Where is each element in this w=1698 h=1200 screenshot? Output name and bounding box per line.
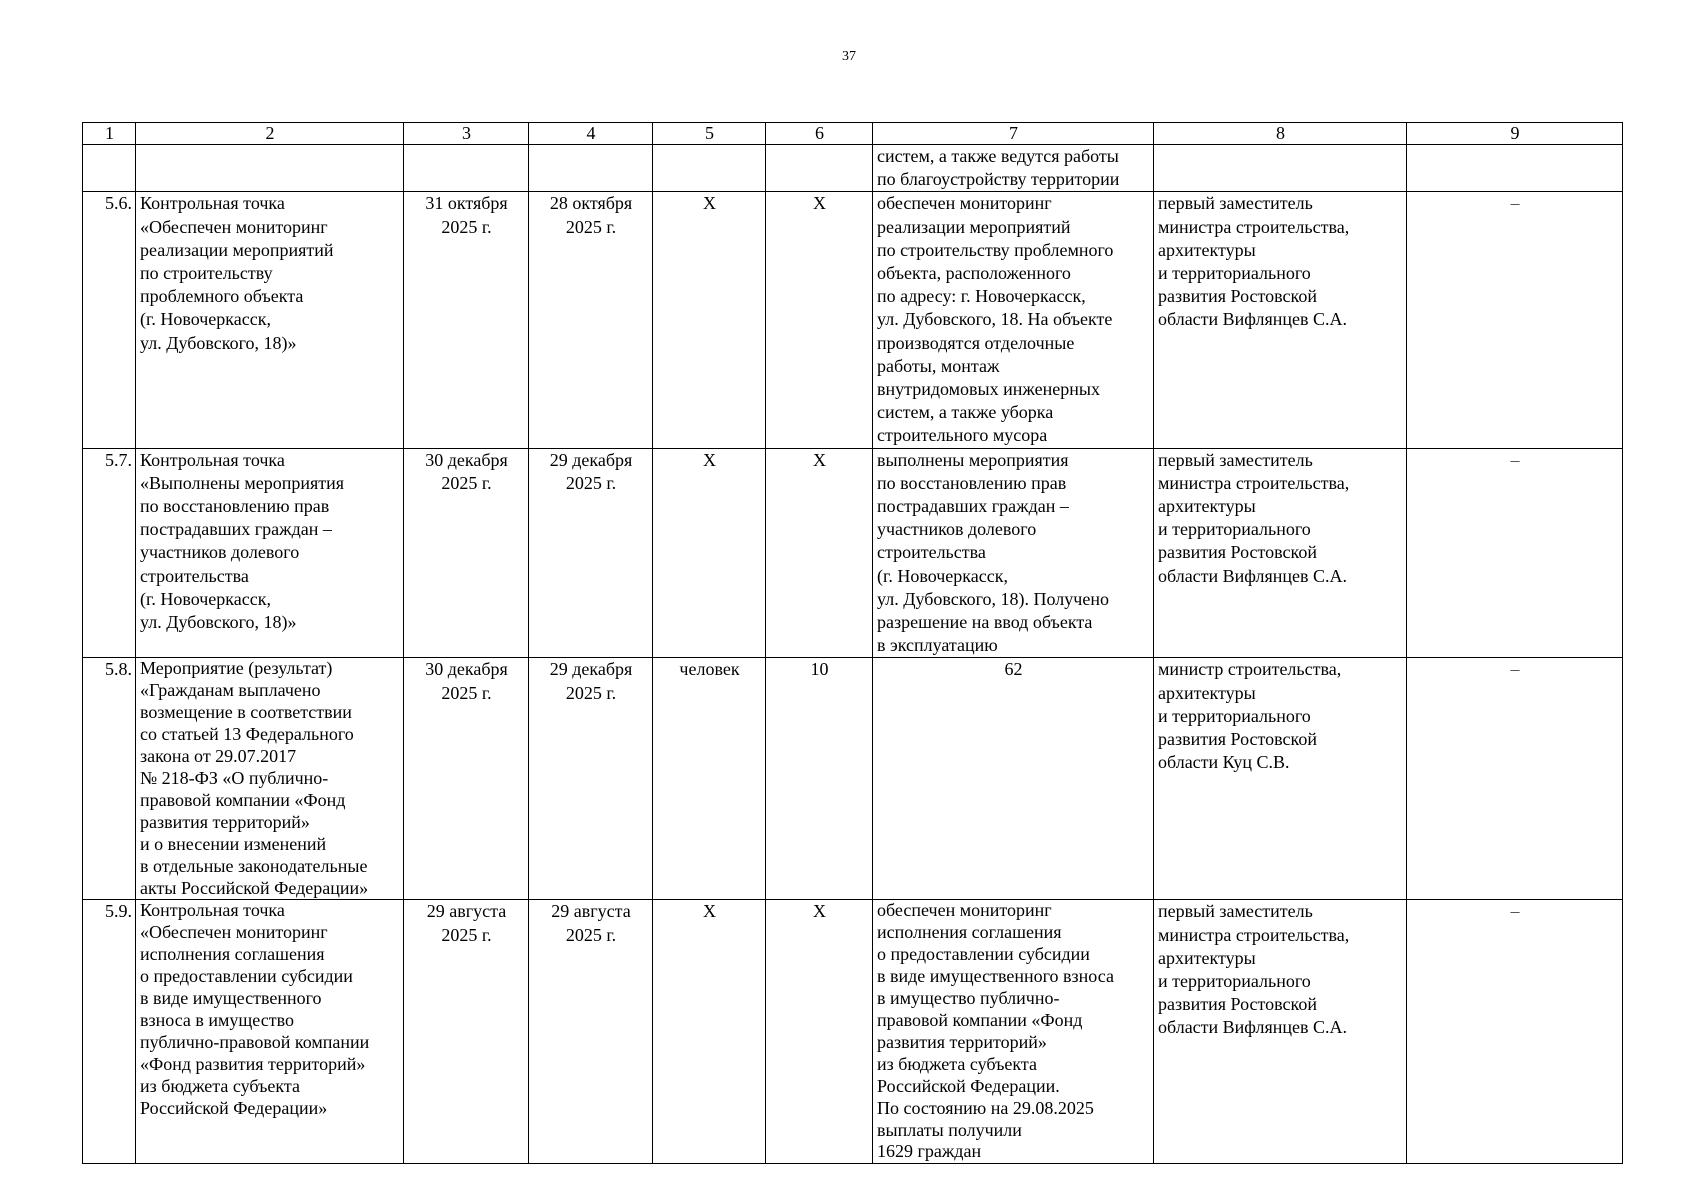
unit: X xyxy=(653,448,766,658)
planned-value: X xyxy=(766,192,873,448)
note: – xyxy=(1407,658,1623,900)
planned-date xyxy=(404,145,529,192)
planned-date: 31 октября 2025 г. xyxy=(404,192,529,448)
status-text: 62 xyxy=(873,658,1154,900)
unit: человек xyxy=(653,658,766,900)
planned-value: 10 xyxy=(766,658,873,900)
unit: X xyxy=(653,192,766,448)
note: – xyxy=(1407,448,1623,658)
row-number: 5.8. xyxy=(83,658,136,900)
actual-date: 29 декабря 2025 г. xyxy=(529,448,653,658)
unit: X xyxy=(653,900,766,1164)
planned-date: 29 августа 2025 г. xyxy=(404,900,529,1164)
unit xyxy=(653,145,766,192)
note xyxy=(1407,145,1623,192)
header-cell: 2 xyxy=(136,123,404,145)
header-cell: 4 xyxy=(529,123,653,145)
actual-date: 28 октября 2025 г. xyxy=(529,192,653,448)
responsible: первый заместитель министра строительства, архитектуры и территориального развития Ростовской области Вифлянцев С.А. xyxy=(1154,900,1407,1164)
row-number: 5.7. xyxy=(83,448,136,658)
row-number: 5.6. xyxy=(83,192,136,448)
report-table xyxy=(82,122,1623,1164)
responsible: первый заместитель министра строительства, архитектуры и территориального развития Ростовской области Вифлянцев С.А. xyxy=(1154,448,1407,658)
item-name: Мероприятие (результат) «Гражданам выплачено возмещение в соответствии со статьей 13 Федерального закона от 29.07.2017 № 218-ФЗ «О публично- правовой компании «Фонд развития территорий» и о внесении изменений в отдельные законодательные акты Российской Федерации» xyxy=(136,658,404,900)
item-name: Контрольная точка «Обеспечен мониторинг реализации мероприятий по строительству проблемного объекта (г. Новочеркасск, ул. Дубовского, 18)» xyxy=(136,192,404,448)
responsible xyxy=(1154,145,1407,192)
status-text: выполнены мероприятия по восстановлению прав пострадавших граждан – участников долевого строительства (г. Новочеркасск, ул. Дубовского, 18). Получено разрешение на ввод объекта в эксплуатацию xyxy=(873,448,1154,658)
header-cell: 6 xyxy=(766,123,873,145)
status-text: обеспечен мониторинг исполнения соглашения о предоставлении субсидии в виде имущественного взноса в имущество публично- правовой компании «Фонд развития территорий» из бюджета субъекта Российской Федерации. По состоянию на 29.08.2025 выплаты получили 1629 граждан xyxy=(873,900,1154,1164)
actual-date: 29 августа 2025 г. xyxy=(529,900,653,1164)
header-row xyxy=(83,123,1623,145)
responsible: первый заместитель министра строительства, архитектуры и территориального развития Ростовской области Вифлянцев С.А. xyxy=(1154,192,1407,448)
header-cell: 3 xyxy=(404,123,529,145)
header-cell: 8 xyxy=(1154,123,1407,145)
row-number xyxy=(83,145,136,192)
header-cell: 9 xyxy=(1407,123,1623,145)
note: – xyxy=(1407,192,1623,448)
row-number: 5.9. xyxy=(83,900,136,1164)
planned-value: X xyxy=(766,448,873,658)
table-row xyxy=(83,448,1623,658)
planned-value xyxy=(766,145,873,192)
item-name xyxy=(136,145,404,192)
item-name: Контрольная точка «Выполнены мероприятия по восстановлению прав пострадавших граждан – участников долевого строительства (г. Новочеркасск, ул. Дубовского, 18)» xyxy=(136,448,404,658)
status-text: обеспечен мониторинг реализации мероприятий по строительству проблемного объекта, расположенного по адресу: г. Новочеркасск, ул. Дубовского, 18. На объекте производятся отделочные работы, монтаж внутридомовых инженерных систем, а также уборка строительного мусора xyxy=(873,192,1154,448)
planned-value: X xyxy=(766,900,873,1164)
status-text: систем, а также ведутся работы по благоустройству территории xyxy=(873,145,1154,192)
note: – xyxy=(1407,900,1623,1164)
item-name: Контрольная точка «Обеспечен мониторинг исполнения соглашения о предоставлении субсидии в виде имущественного взноса в имущество публично-правовой компании «Фонд развития территорий» из бюджета субъекта Российской Федерации» xyxy=(136,900,404,1164)
table-row xyxy=(83,145,1623,192)
header-cell: 7 xyxy=(873,123,1154,145)
table-row xyxy=(83,192,1623,448)
header-cell: 5 xyxy=(653,123,766,145)
page-number: 37 xyxy=(842,49,856,64)
responsible: министр строительства, архитектуры и территориального развития Ростовской области Куц С.В. xyxy=(1154,658,1407,900)
planned-date: 30 декабря 2025 г. xyxy=(404,658,529,900)
header-cell: 1 xyxy=(83,123,136,145)
actual-date xyxy=(529,145,653,192)
table-row xyxy=(83,900,1623,1164)
table-row xyxy=(83,658,1623,900)
planned-date: 30 декабря 2025 г. xyxy=(404,448,529,658)
actual-date: 29 декабря 2025 г. xyxy=(529,658,653,900)
